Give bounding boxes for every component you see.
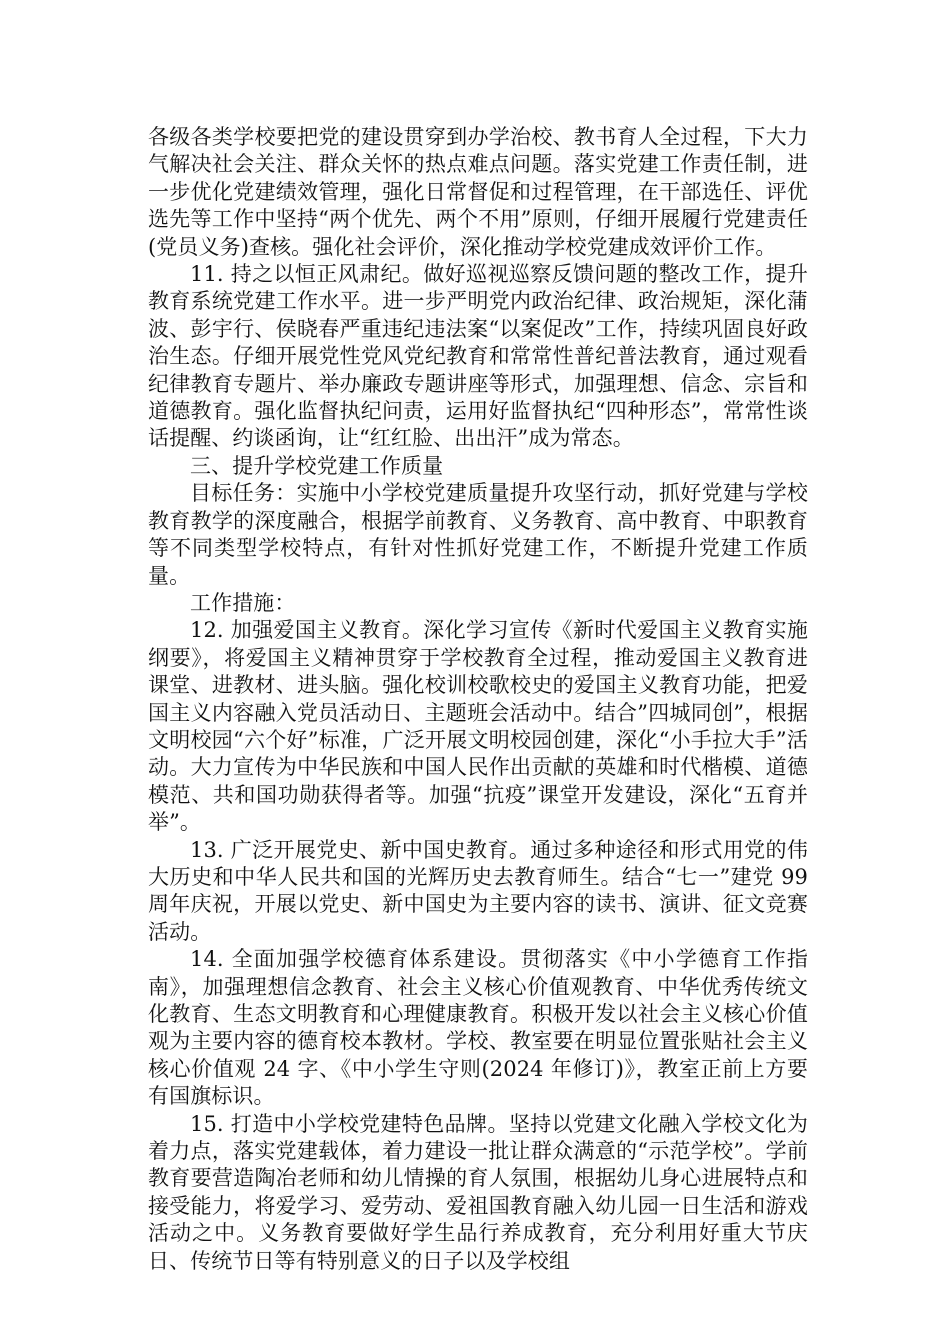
paragraph-item-14: 14. 全面加强学校德育体系建设。贯彻落实《中小学德育工作指南》，加强理想信念教育、社会主义核心价值观教育、中华优秀传统文化教育、生态文明教育和心理健康教育。积极开发以社会主义核心价值观为主要内容的德育校本教材。学校、教室要在明显位置张贴社会主义核心价值观 24 字、《中小学生守则(2024 年修订)》，教室正前上方要有国旗标识。: [148, 947, 808, 1109]
section-heading-3: 三、提升学校党建工作质量: [190, 453, 444, 478]
paragraph-intro: 各级各类学校要把党的建设贯穿到办学治校、教书育人全过程，下大力气解决社会关注、群众关怀的热点难点问题。落实党建工作责任制，进一步优化党建绩效管理，强化日常督促和过程管理，在干部选任、评优选先等工作中坚持“两个优先、两个不用”原则，仔细开展履行党建责任(党员义务)查核。强化社会评价，深化推动学校党建成效评价工作。: [148, 125, 808, 259]
paragraph-item-12: 12. 加强爱国主义教育。深化学习宣传《新时代爱国主义教育实施纲要》，将爱国主义精神贯穿于学校教育全过程，推动爱国主义教育进课堂、进教材、进头脑。强化校训校歌校史的爱国主义教育功能，把爱国主义内容融入党员活动日、主题班会活动中。结合”四城同创”，根据文明校园“六个好”标准，广泛开展文明校园创建，深化“小手拉大手”活动。大力宣传为中华民族和中国人民作出贡献的英雄和时代楷模、道德模范、共和国功勋获得者等。加强“抗疫”课堂开发建设，深化“五育并举”。: [148, 618, 808, 835]
paragraph-item-15: 15. 打造中小学校党建特色品牌。坚持以党建文化融入学校文化为着力点，落实党建载体，着力建设一批让群众满意的“示范学校”。学前教育要营造陶冶老师和幼儿情操的育人氛围，根据幼儿身心进展特点和接受能力，将爱学习、爱劳动、爱祖国教育融入幼儿园一日生活和游戏活动之中。义务教育要做好学生品行养成教育，充分利用好重大节庆日、传统节日等有特别意义的日子以及学校组: [148, 1111, 808, 1273]
paragraph-item-13: 13. 广泛开展党史、新中国史教育。通过多种途径和形式用党的伟大历史和中华人民共和国的光辉历史去教育师生。结合“七一”建党 99 周年庆祝，开展以党史、新中国史为主要内容的读书、演讲、征文竞赛活动。: [148, 837, 808, 944]
paragraph-measures-label: 工作措施：: [190, 590, 296, 615]
document-body: [148, 124, 808, 1275]
paragraph-goals: 目标任务：实施中小学校党建质量提升攻坚行动，抓好党建与学校教育教学的深度融合，根据学前教育、义务教育、高中教育、中职教育等不同类型学校特点，有针对性抓好党建工作，不断提升党建工作质量。: [148, 481, 808, 588]
paragraph-item-11: 11. 持之以恒正风肃纪。做好巡视巡察反馈问题的整改工作，提升教育系统党建工作水平。进一步严明党内政治纪律、政治规矩，深化蒲波、彭宇行、侯晓春严重违纪违法案“以案促改”工作，持续巩固良好政治生态。仔细开展党性党风党纪教育和常常性普纪普法教育，通过观看纪律教育专题片、举办廉政专题讲座等形式，加强理想、信念、宗旨和道德教育。强化监督执纪问责，运用好监督执纪“四种形态”，常常性谈话提醒、约谈函询，让“红红脸、出出汗”成为常态。: [148, 262, 808, 451]
